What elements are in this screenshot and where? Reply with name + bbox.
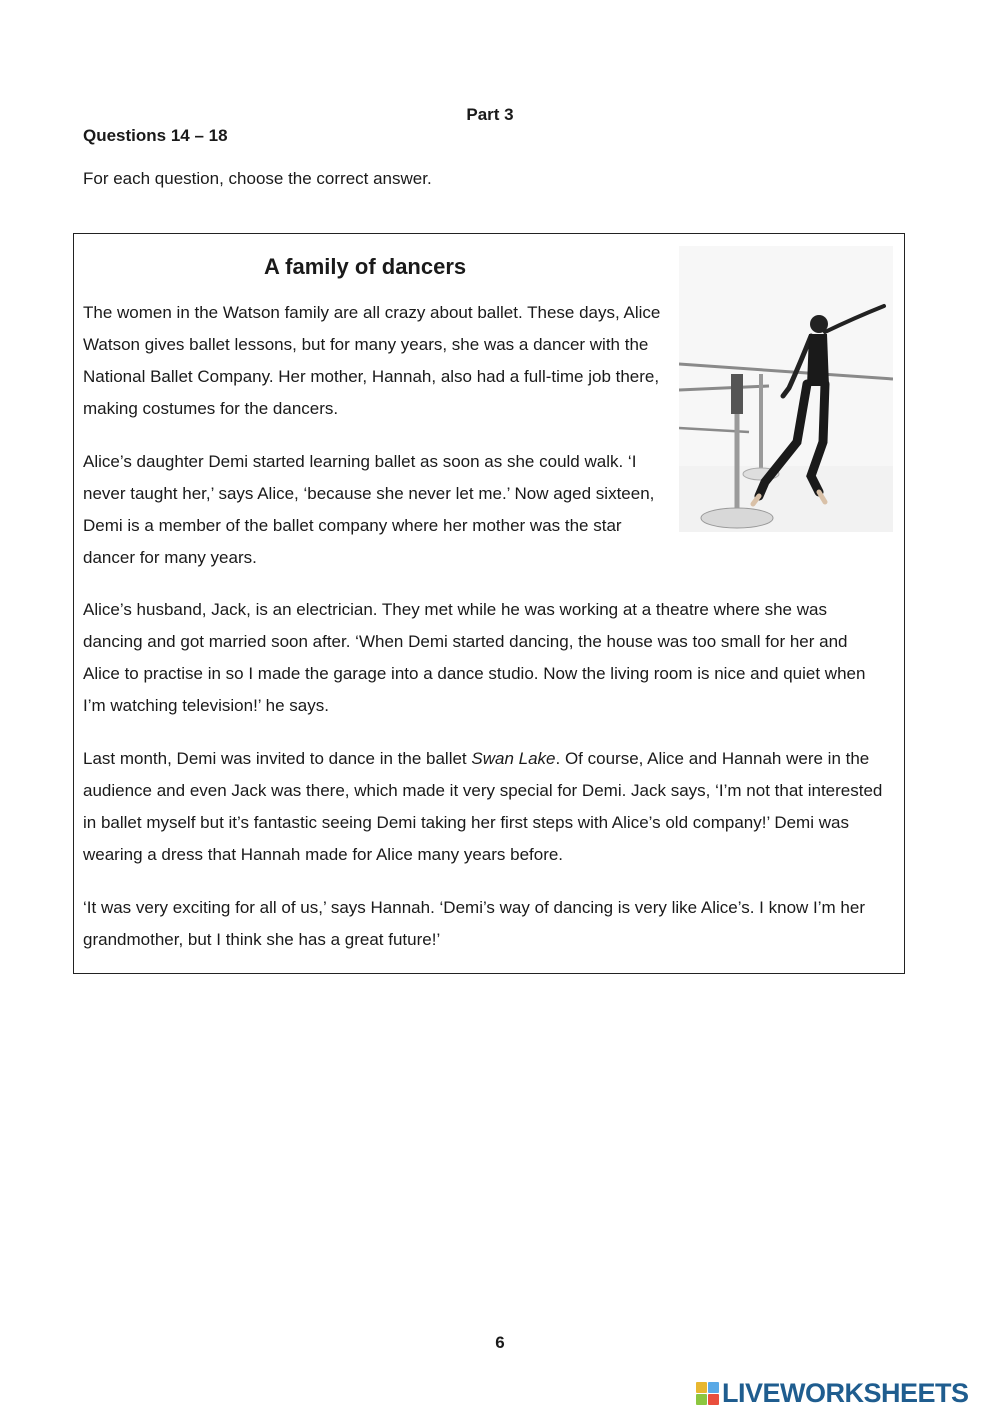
ballet-dancer-photo (679, 246, 893, 532)
questions-range: Questions 14 – 18 (83, 126, 228, 145)
ballet-title-swan-lake: Swan Lake (471, 749, 556, 768)
liveworksheets-wordmark: LIVEWORKSHEETS (722, 1377, 969, 1408)
article-paragraph-1: The women in the Watson family are all crazy about ballet. These days, Alice Watson gives ballet lessons, but for many years, she was a dancer with the National Ballet Company. Her mother, Hannah, also had a full-time job there, making costumes for the dancers. (83, 303, 661, 418)
article-paragraph-2: Alice’s daughter Demi started learning ballet as soon as she could walk. ‘I never taught her,’ says Alice, ‘because she never let me.’ Now aged sixteen, Demi is a member of the ballet company where her mother was the star dancer for many years. (83, 452, 655, 567)
paragraph-4-text-start: Last month, Demi was invited to dance in the ballet (83, 749, 472, 768)
article-paragraph-5: ‘It was very exciting for all of us,’ says Hannah. ‘Demi’s way of dancing is very like Alice’s. I know I’m her grandmother, but I think she has a great future!’ (83, 898, 865, 949)
article-paragraph-3: Alice’s husband, Jack, is an electrician. They met while he was working at a theatre where she was dancing and got married soon after. ‘When Demi started dancing, the house was too small for her and Alice to practise in so I made the garage into a dance studio. Now the living room is nice and quiet when I’m watching television!’ he says. (83, 600, 866, 715)
page-number: 6 (495, 1333, 505, 1352)
reading-text-box (73, 233, 905, 974)
article-paragraph-4 (83, 743, 883, 871)
liveworksheets-icon (696, 1382, 719, 1405)
ballet-dancer-illustration (679, 246, 893, 532)
paragraph-4-text-end: . Of course, Alice and Hannah were in the audience and even Jack was there, which made it very special for Demi. Jack says, ‘I’m not that interested in ballet myself but it’s fantastic seeing Demi taking her first steps with Alice’s old company!’ Demi was wearing a dress that Hannah made for Alice many years before. (83, 749, 883, 864)
liveworksheets-logo (696, 1378, 969, 1408)
part-title: Part 3 (466, 105, 514, 124)
instruction-text: For each question, choose the correct answer. (83, 169, 432, 188)
article-title: A family of dancers (264, 254, 467, 279)
